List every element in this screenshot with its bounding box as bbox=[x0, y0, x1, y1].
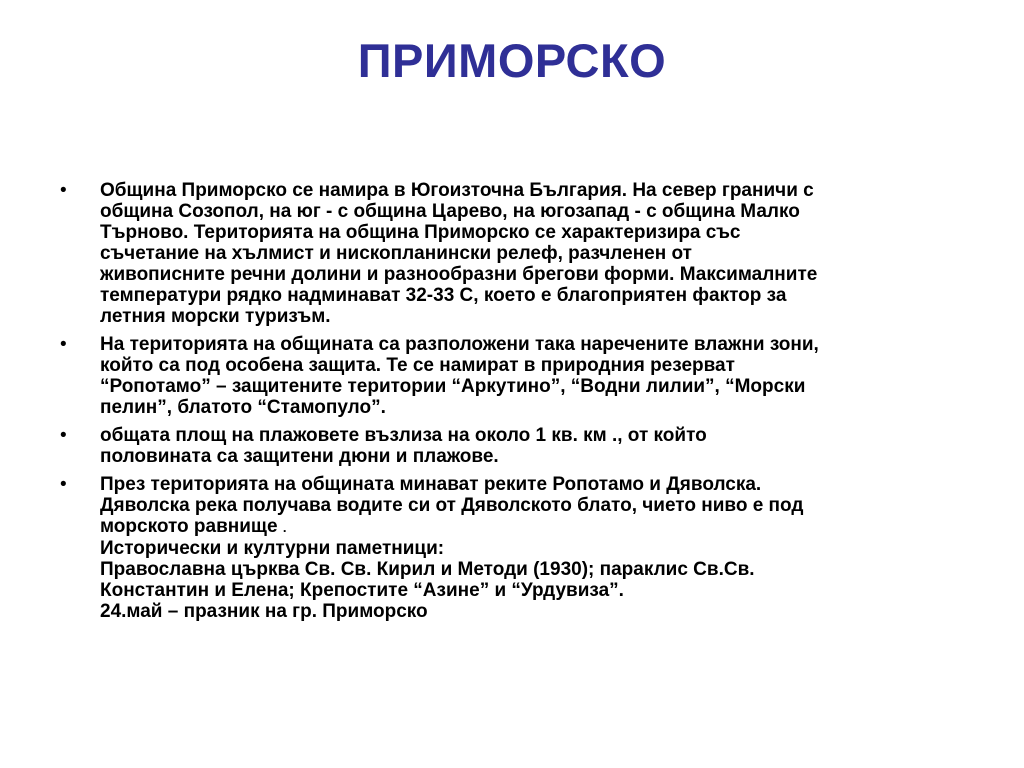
bullet-text-line-with-mark bbox=[100, 516, 980, 538]
bullet-text-line: Православна църква Св. Св. Кирил и Методи (1930); параклис Св.Св. bbox=[100, 559, 755, 580]
bullet-icon: • bbox=[60, 474, 67, 495]
bullet-text-line: “Ропотамо” – защитените територии “Аркутино”, “Водни лилии”, “Морски bbox=[100, 376, 806, 397]
bullet-icon: • bbox=[60, 334, 67, 355]
bullet-text-line: живописните речни долини и разнообразни брегови форми. Максималните bbox=[100, 264, 818, 285]
bullet-icon: • bbox=[60, 180, 67, 201]
bullet-text-line: Община Приморско се намира в Югоизточна България. На север граничи с bbox=[100, 180, 814, 201]
bullet-item-location bbox=[60, 180, 980, 327]
bullet-text-line: През територията на общината минават реките Ропотамо и Дяволска. bbox=[100, 474, 762, 495]
bullet-text-line: На територията на общината са разположени така наречените влажни зони, bbox=[100, 334, 819, 355]
bullet-text-line: 24.май – празник на гр. Приморско bbox=[100, 601, 428, 622]
bullet-text-line: Дяволска река получава водите си от Дяволското блато, чието ниво е под bbox=[100, 495, 804, 516]
bullet-item-wetlands bbox=[60, 334, 980, 418]
bullet-text-line: температури рядко надминават 32-33 С, което е благоприятен фактор за bbox=[100, 285, 787, 306]
bullet-list bbox=[60, 180, 980, 629]
bullet-text: морското равнище bbox=[100, 516, 278, 537]
slide-title: ПРИМОРСКО bbox=[357, 34, 667, 87]
bullet-text-line: общата площ на плажовете възлиза на около 1 кв. км ., от който bbox=[100, 425, 707, 446]
bullet-subheading: Исторически и културни паметници: bbox=[100, 538, 445, 559]
bullet-text-line: съчетание на хълмист и нископланински релеф, разчленен от bbox=[100, 243, 692, 264]
bullet-text-line: половината са защитени дюни и плажове. bbox=[100, 446, 499, 467]
bullet-text-line: летния морски туризъм. bbox=[100, 306, 331, 327]
bullet-text-line: пелин”, блатото “Стамопуло”. bbox=[100, 397, 386, 418]
bullet-text-line: Константин и Елена; Крепостите “Азине” и “Урдувиза”. bbox=[100, 580, 624, 601]
bullet-text-line: община Созопол, на юг - с община Царево, на югозапад - с община Малко bbox=[100, 201, 800, 222]
bullet-text-line: който са под особена защита. Те се намират в природния резерват bbox=[100, 355, 735, 376]
bullet-item-rivers-monuments bbox=[60, 474, 980, 622]
bullet-item-beaches bbox=[60, 425, 980, 467]
bullet-icon: • bbox=[60, 425, 67, 446]
bullet-text-line: Търново. Територията на община Приморско се характеризира със bbox=[100, 222, 741, 243]
trailing-period: . bbox=[282, 520, 287, 535]
